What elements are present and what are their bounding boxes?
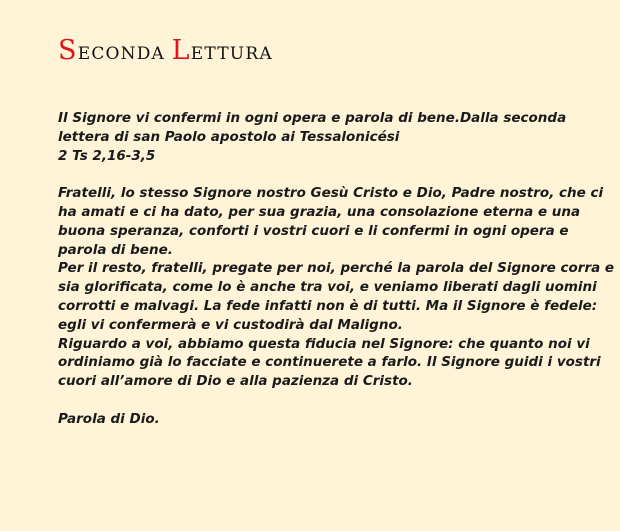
reading-line: Fratelli, lo stesso Signore nostro Gesù Cristo e Dio, Padre nostro, che ci: [58, 185, 604, 202]
reading-line: ha amati e ci ha dato, per sua grazia, una consolazione eterna e una: [58, 203, 581, 220]
citation: 2 Ts 2,16-3,5: [58, 147, 156, 164]
reading-line: Riguardo a voi, abbiamo questa fiducia nel Signore: che quanto noi vi: [58, 335, 590, 352]
paragraph-gap: [58, 165, 573, 184]
reading-line: Per il resto, fratelli, pregate per noi, perché la parola del Signore corra e: [58, 260, 615, 277]
reading-line: sia glorificata, come lo è anche tra voi, e veniamo liberati dagli uomini: [58, 279, 597, 296]
reading-line: parola di bene.: [58, 241, 173, 258]
reading-line: cuori all’amore di Dio e alla pazienza di Cristo.: [58, 373, 413, 390]
reading-line: buona speranza, conforti i vostri cuori e li confermi in ogni opera e: [58, 222, 569, 239]
title-initial-s: S: [58, 35, 78, 66]
closing-line: Parola di Dio.: [58, 410, 160, 427]
intro-line: Il Signore vi confermi in ogni opera e parola di bene.Dalla seconda: [58, 110, 567, 126]
reading-line: corrotti e malvagi. La fede infatti non è di tutti. Ma il Signore è fedele:: [58, 297, 598, 314]
paragraph-gap: [58, 391, 573, 410]
title-word-2-rest: ETTURA: [190, 44, 273, 64]
title-word-1-rest: ECONDA: [77, 44, 166, 64]
reading-line: ordiniamo già lo facciate e continuerete a farlo. Il Signore guidi i vostri: [58, 354, 601, 371]
reading-line: egli vi confermerà e vi custodirà dal Maligno.: [58, 316, 403, 333]
page-title: [58, 36, 273, 69]
intro-line: lettera di san Paolo apostolo ai Tessalonicési: [58, 128, 400, 145]
reading-body: [58, 109, 615, 429]
title-initial-l: L: [171, 35, 191, 66]
